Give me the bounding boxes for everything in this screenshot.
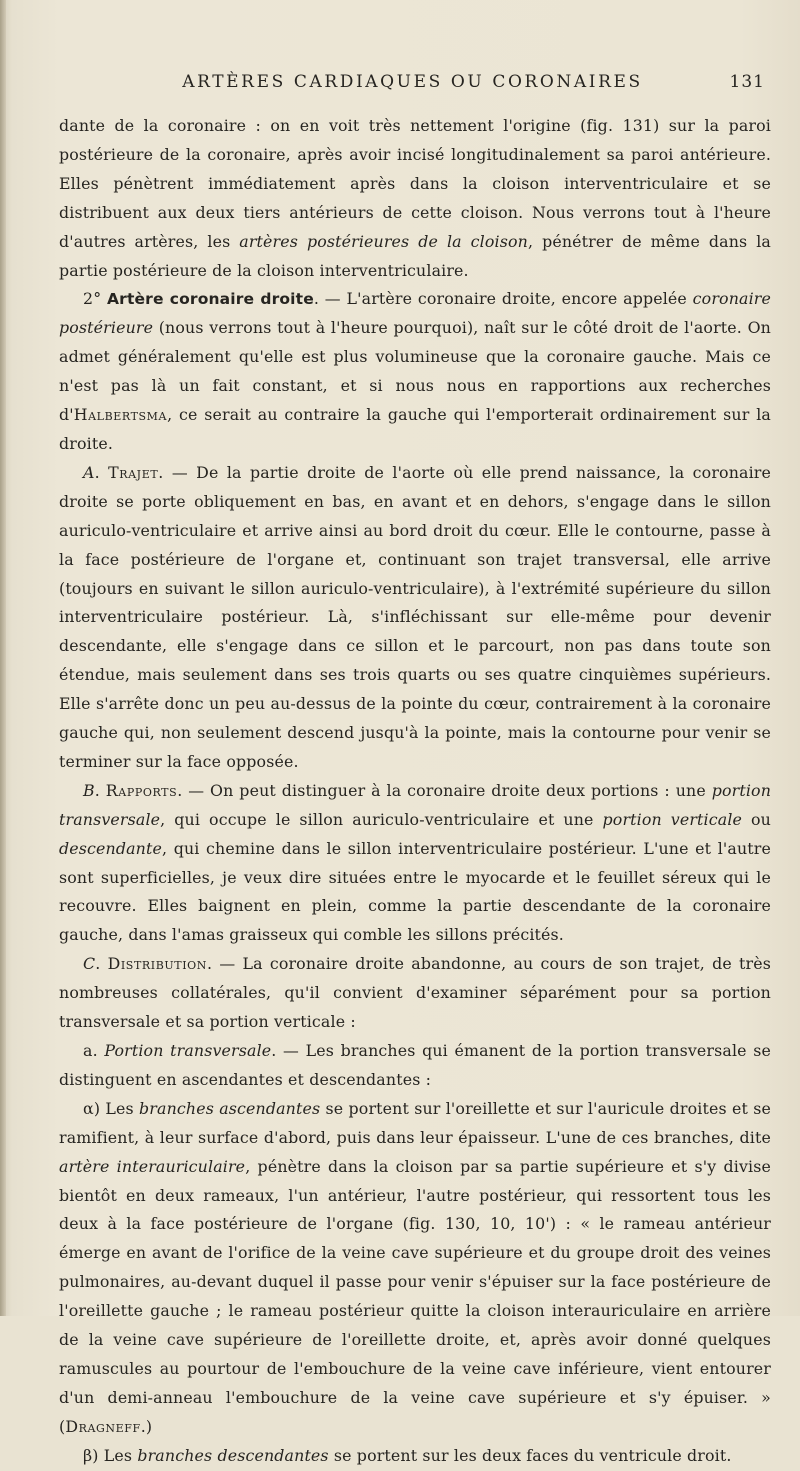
running-title: ARTÈRES CARDIAQUES OU CORONAIRES <box>182 72 643 92</box>
paragraph-branches-ascendantes: α) Les branches ascendantes se portent sur l'oreillette et sur l'auricule droites et se ramifient, à leur surface d'abord, puis dans leur épaisseur. L'une de ces branches, dite artère interauriculaire, pénètre dans la cloison par sa partie supérieure et s'y divise bientôt en deux rameaux, l'un antérieur, l'autre postérieur, qui ressortent tous les deux à la face postérieure de l'organe (fig. 130, 10, 10') : « le rameau antérieur émerge en avant de l'orifice de la veine cave supérieure et du groupe droit des veines pulmonaires, au-devant duquel il passe pour venir s'épuiser sur la face postérieure de l'oreillette gauche ; le rameau postérieur quitte la cloison interauriculaire en arrière de la veine cave supérieure de l'oreillette droite, et, après avoir donné quelques ramuscules au pourtour de l'embouchure de la veine cave inférieure, vient entourer d'un demi-anneau l'embouchure de la veine cave supérieure et s'y épuiser. » (Dragneff.) <box>59 1098 771 1436</box>
paragraph-portion-transversale: a. Portion transversale. — Les branches qui émanent de la portion transversale se distinguent en ascendantes et descendantes : <box>59 1041 772 1089</box>
section-title: Artère coronaire droite <box>107 290 314 309</box>
paragraph-right-coronary: 2° Artère coronaire droite. — L'artère coronaire droite, encore appelée coronaire postérieure (nous verrons tout à l'heure pourquoi), naît sur le côté droit de l'aorte. On admet généralement qu'elle est plus volumineuse que la coronaire gauche. Mais ce n'est pas là un fait constant, et si nous nous en rapportions aux recherches d'Halbertsma, ce serait au contraire la gauche qui l'emporterait ordinairement sur la droite. <box>59 289 771 453</box>
running-head <box>60 72 765 98</box>
paragraph-rapports: B. Rapports. — On peut distinguer à la coronaire droite deux portions : une portion transversale, qui occupe le sillon auriculo-ventriculaire et une portion verticale ou descendante, qui chemine dans le sillon interventriculaire postérieur. L'une et l'autre sont superficielles, je veux dire situées entre le myocarde et le feuillet séreux qui le recouvre. Elles baignent en plein, comme la partie descendante de la coronaire gauche, dans l'amas graisseux qui comble les sillons précités. <box>59 780 772 945</box>
author-name: Halbertsma <box>73 405 168 425</box>
text-block <box>59 112 771 1471</box>
page-number: 131 <box>729 72 765 92</box>
paragraph-trajet: A. Trajet. — De la partie droite de l'aorte où elle prend naissance, la coronaire droite se porte obliquement en bas, en avant et en dehors, s'engage dans le sillon auriculo-ventriculaire et arrive ainsi au bord droit du cœur. Elle le contourne, passe à la face postérieure de l'organe et, continuant son trajet transversal, elle arrive (toujours en suivant le sillon auriculo-ventriculaire), à l'extrémité supérieure du sillon interventriculaire postérieur. Là, s'infléchissant sur elle-même pour devenir descendante, elle s'engage dans ce sillon et le parcourt, non pas dans toute son étendue, mais seulement dans ses trois quarts ou ses quatre cinquièmes supérieurs. Elle s'arrête donc un peu au-dessus de la pointe du cœur, contrairement à la coronaire gauche qui, non seulement descend jusqu'à la pointe, mais la contourne pour venir se terminer sur la face opposée. <box>59 462 771 771</box>
binding-edge <box>0 0 6 1316</box>
paragraph-continuation: dante de la coronaire : on en voit très nettement l'origine (fig. 131) sur la paroi postérieure de la coronaire, après avoir incisé longitudinalement sa paroi antérieure. Elles pénètrent immédiatement après dans la cloison interventriculaire et se distribuent aux deux tiers antérieurs de cette cloison. Nous verrons tout à l'heure d'autres artères, les artères postérieures de la cloison, pénétrer de même dans la partie postérieure de la cloison interventriculaire. <box>59 116 771 280</box>
paragraph-distribution: C. Distribution. — La coronaire droite abandonne, au cours de son trajet, de très nombreuses collatérales, qu'il convient d'examiner séparément pour sa portion transversale et sa portion verticale : <box>59 954 771 1032</box>
subsection-head: Trajet <box>108 462 159 482</box>
author-name: Dragneff <box>65 1416 141 1436</box>
subsection-head: Rapports <box>105 780 178 800</box>
paragraph-branches-descendantes: β) Les branches descendantes se portent sur les deux faces du ventricule droit. <box>83 1445 732 1465</box>
section-number: 2° <box>83 289 102 309</box>
subsection-head: Distribution <box>107 954 207 974</box>
